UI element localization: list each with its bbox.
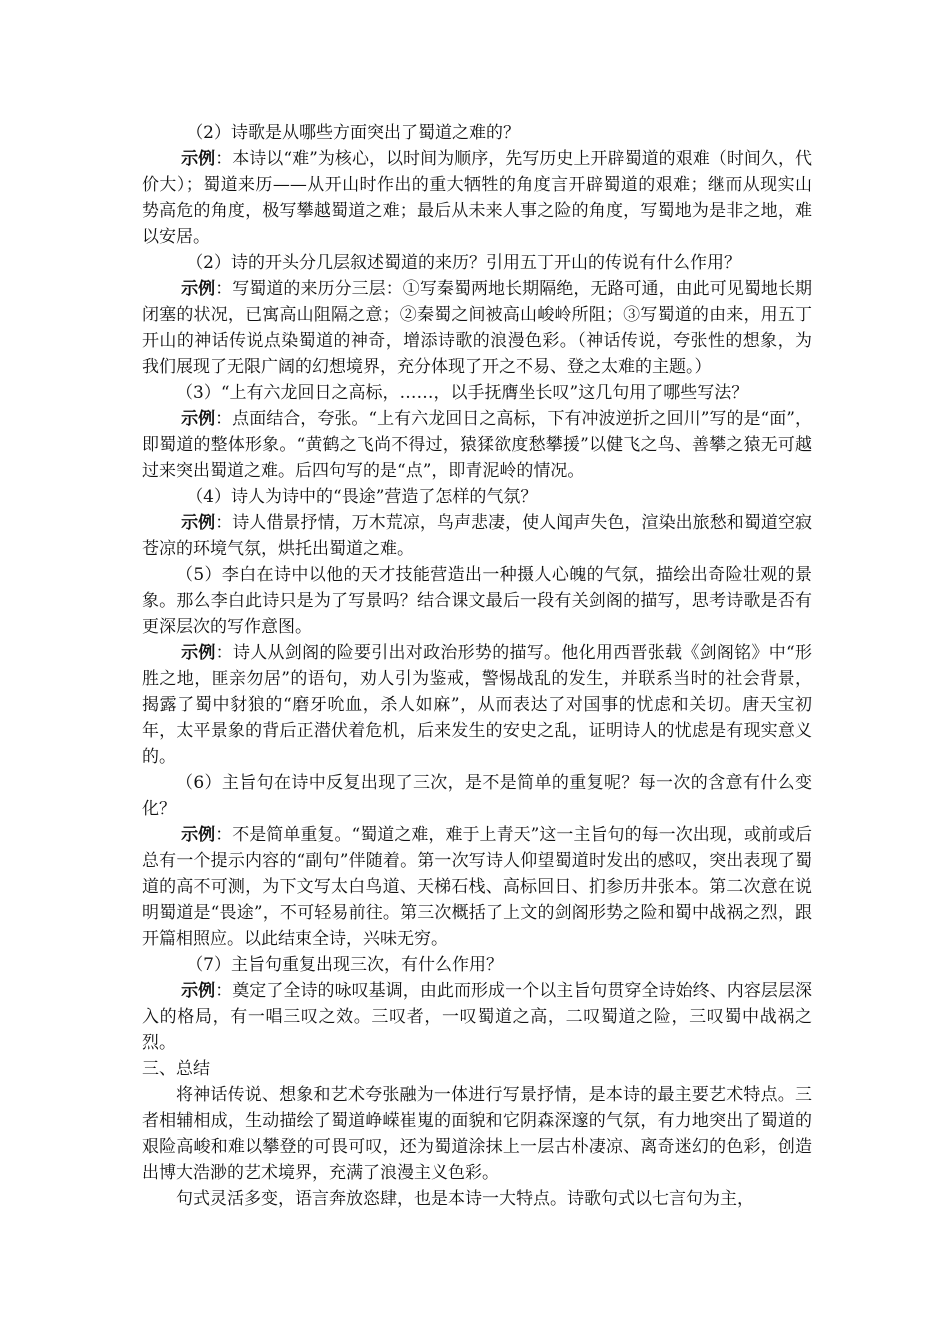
answer-text: ：点面结合，夸张。“上有六龙回日之高标，下有冲波逆折之回川”写的是“面”，即蜀道的整体形象。“黄鹤之飞尚不得过，猿猱欲度愁攀援”以健飞之鸟、善攀之猿无可越过来突出蜀道之难。后四句写的是“点”，即青泥岭的情况。 [142,409,812,481]
answer-text: ：不是简单重复。“蜀道之难，难于上青天”这一主旨句的每一次出现，或前或后总有一个提示内容的“副句”伴随着。第一次写诗人仰望蜀道时发出的感叹，突出表现了蜀道的高不可测，为下文写太白鸟道、天梯石栈、高标回日、扪参历井张本。第二次意在说明蜀道是“畏途”，不可轻易前往。第三次概括了上文的剑阁形势之险和蜀中战祸之烈，跟开篇相照应。以此结束全诗，兴味无穷。 [142,825,813,949]
answer-paragraph [142,822,812,952]
answer-paragraph [142,146,812,250]
answer-text: ：诗人从剑阁的险要引出对政治形势的描写。他化用西晋张载《剑阁铭》中“形胜之地，匪亲勿居”的语句，劝人引为鉴戒，警惕战乱的发生，并联系当时的社会背景，揭露了蜀中豺狼的“磨牙吮血，杀人如麻”，从而表达了对国事的忧虑和关切。唐天宝初年，太平景象的背后正潜伏着危机，后来发生的安史之乱，证明诗人的忧虑是有现实意义的。 [142,643,812,767]
question-paragraph [142,770,812,822]
answer-text: ：诗人借景抒情，万木荒凉，鸟声悲凄，使人闻声失色，渲染出旅愁和蜀道空寂苍凉的环境气氛，烘托出蜀道之难。 [142,513,813,559]
question-text: （7）主旨句重复出现三次，有什么作用？ [186,955,504,975]
answer-paragraph [142,406,812,484]
answer-label: 示例 [181,279,216,299]
answer-paragraph [142,978,812,1056]
question-paragraph [142,484,812,510]
answer-text: ：奠定了全诗的咏叹基调，由此而形成一个以主旨句贯穿全诗始终、内容层层深入的格局，有一唱三叹之效。三叹者，一叹蜀道之高，二叹蜀道之险，三叹蜀中战祸之烈。 [142,981,813,1053]
question-text: （3）“上有六龙回日之高标，……，以手抚膺坐长叹”这几句用了哪些写法？ [176,383,749,403]
question-text: （6）主旨句在诗中反复出现了三次，是不是简单的重复呢？每一次的含意有什么变化？ [142,773,812,819]
question-paragraph [142,250,812,276]
question-text: （5）李白在诗中以他的天才技能营造出一种摄人心魄的气氛，描绘出奇险壮观的景象。那么李白此诗只是为了写景吗？结合课文最后一段有关剑阁的描写，思考诗歌是否有更深层次的写作意图。 [142,565,812,637]
answer-label: 示例 [181,409,216,429]
document-page [142,120,812,1212]
question-text: （2）诗的开头分几层叙述蜀道的来历？引用五丁开山的传说有什么作用？ [186,253,742,273]
section-heading: 三、总结 [142,1059,210,1079]
answer-paragraph [142,640,812,770]
summary-paragraph: 句式灵活多变，语言奔放恣肆，也是本诗一大特点。诗歌句式以七言句为主， [176,1189,754,1209]
question-paragraph [142,380,812,406]
question-paragraph [142,562,812,640]
question-paragraph [142,120,812,146]
answer-label: 示例 [181,149,216,169]
question-text: （2）诗歌是从哪些方面突出了蜀道之难的？ [186,123,521,143]
answer-label: 示例 [181,643,216,663]
answer-text: ：写蜀道的来历分三层：①写秦蜀两地长期隔绝，无路可通，由此可见蜀地长期闭塞的状况，已寓高山阻隔之意；②秦蜀之间被高山峻岭所阻；③写蜀道的由来，用五丁开山的神话传说点染蜀道的神奇，增添诗歌的浪漫色彩。（神话传说，夸张性的想象，为我们展现了无限广阔的幻想境界，充分体现了开之不易、登之太难的主题。） [142,279,813,377]
summary-paragraph: 将神话传说、想象和艺术夸张融为一体进行写景抒情，是本诗的最主要艺术特点。三者相辅相成，生动描绘了蜀道峥嵘崔嵬的面貌和它阴森深邃的气氛，有力地突出了蜀道的艰险高峻和难以攀登的可畏可叹，还为蜀道涂抹上一层古朴凄凉、离奇迷幻的色彩，创造出博大浩渺的艺术境界，充满了浪漫主义色彩。 [142,1085,812,1183]
answer-label: 示例 [181,513,216,533]
answer-label: 示例 [181,825,216,845]
answer-text: ：本诗以“难”为核心，以时间为顺序，先写历史上开辟蜀道的艰难（时间久，代价大）；蜀道来历——从开山时作出的重大牺牲的角度言开辟蜀道的艰难；继而从现实山势高危的角度，极写攀越蜀道之难；最后从未来人事之险的角度，写蜀地为是非之地，难以安居。 [142,149,813,247]
question-paragraph [142,952,812,978]
answer-paragraph [142,276,812,380]
answer-label: 示例 [181,981,216,1001]
question-text: （4）诗人为诗中的“畏途”营造了怎样的气氛？ [186,487,538,507]
answer-paragraph [142,510,812,562]
